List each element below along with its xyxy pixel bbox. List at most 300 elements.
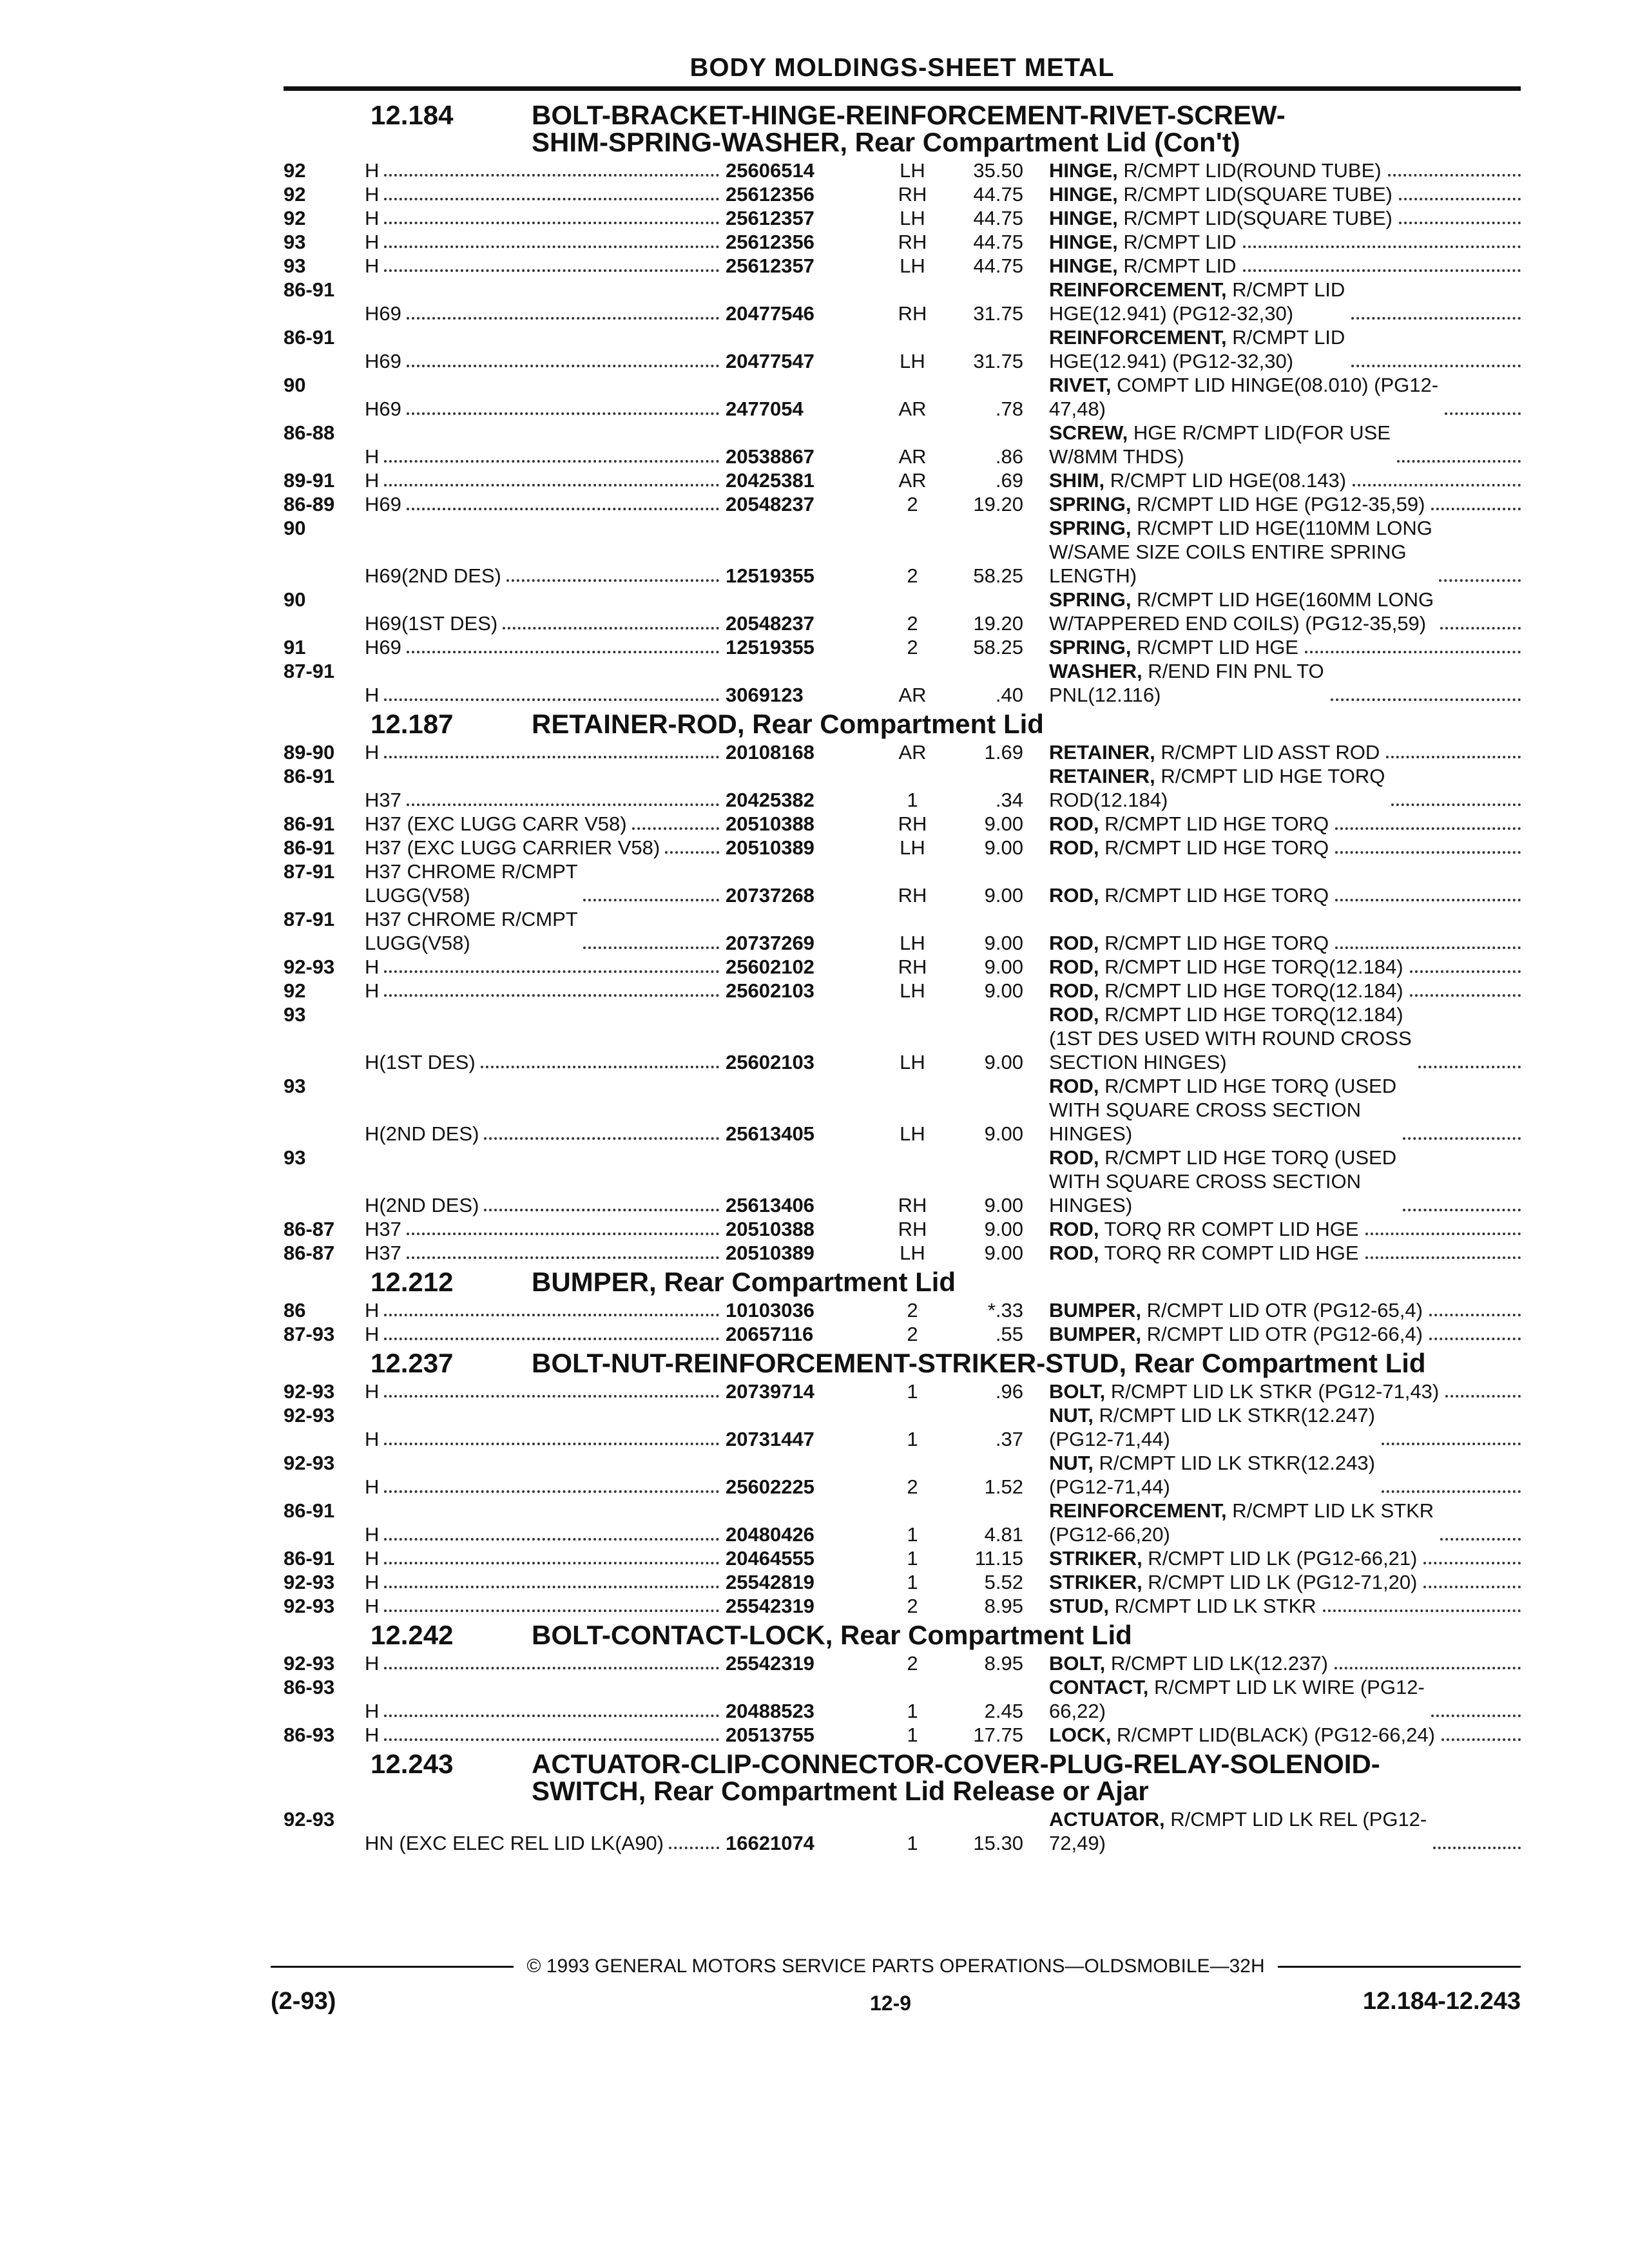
- model-years: 87-91: [284, 660, 335, 682]
- dot-leader: [407, 412, 719, 415]
- model-years: 92-93: [284, 1452, 335, 1474]
- dot-leader: [384, 269, 719, 272]
- quantity: LH: [900, 159, 925, 182]
- price: 9.00: [984, 932, 1023, 954]
- application: [365, 740, 726, 764]
- section-title: RETAINER-ROD, Rear Compartment Lid: [532, 709, 1044, 739]
- price: .55: [995, 1323, 1023, 1345]
- part-number: 25606514: [726, 159, 815, 182]
- model-years: 93: [284, 1146, 306, 1169]
- quantity: AR: [898, 445, 927, 468]
- quantity: LH: [900, 836, 925, 859]
- section-range: 12.184-12.243: [1362, 1988, 1521, 2015]
- price: 8.95: [984, 1652, 1023, 1675]
- dot-leader: [407, 1233, 719, 1235]
- part-name-key: BUMPER,: [1049, 1299, 1141, 1321]
- application-text: H: [365, 445, 380, 468]
- part-name-detail: R/CMPT LID HGE TORQ (USED WITH SQUARE CROSS SECTION HINGES): [1049, 1075, 1397, 1145]
- application: [365, 516, 726, 588]
- application: [365, 1146, 726, 1217]
- part-name-key: LOCK,: [1049, 1724, 1112, 1746]
- part-number: 25613406: [726, 1194, 815, 1216]
- model-years: 86-93: [284, 1676, 335, 1698]
- part-name-key: ROD,: [1049, 1003, 1099, 1026]
- part-row: [284, 1003, 1521, 1074]
- part-name-detail: R/CMPT LID OTR (PG12-65,4): [1141, 1299, 1423, 1321]
- dot-leader: [407, 651, 719, 653]
- quantity: 2: [907, 493, 918, 515]
- part-number: 20548237: [726, 612, 815, 635]
- section-heading: [284, 102, 1521, 156]
- part-number: 25602103: [726, 979, 815, 1002]
- part-name-key: SCREW,: [1049, 421, 1128, 444]
- part-name: [1049, 1807, 1521, 1855]
- application-text: H: [365, 741, 380, 764]
- part-name-detail: R/CMPT LID LK STKR: [1109, 1595, 1316, 1617]
- dot-leader: [1431, 1715, 1521, 1717]
- model-years: 92-93: [284, 1595, 335, 1617]
- quantity: RH: [898, 302, 927, 325]
- application-text: H69(2ND DES): [365, 564, 501, 587]
- part-name: [1049, 1403, 1521, 1451]
- part-name-key: BOLT,: [1049, 1652, 1106, 1675]
- part-name-key: STRIKER,: [1049, 1571, 1142, 1593]
- price: 9.00: [984, 1218, 1023, 1240]
- part-row: [284, 1570, 1521, 1594]
- part-name-detail: R/CMPT LID HGE TORQ (USED WITH SQUARE CROSS SECTION HINGES): [1049, 1146, 1397, 1216]
- part-number: 20548237: [726, 493, 815, 515]
- quantity: LH: [900, 979, 925, 1002]
- quantity: 2: [907, 636, 918, 658]
- application-text: H37: [365, 789, 401, 811]
- dot-leader: [1305, 651, 1521, 653]
- dot-leader: [384, 174, 719, 177]
- application: [365, 812, 726, 836]
- part-name-detail: HGE R/CMPT LID(FOR USE W/8MM THDS): [1049, 421, 1391, 468]
- section: [284, 711, 1521, 1265]
- dot-leader: [384, 1738, 719, 1741]
- application: [365, 1570, 726, 1594]
- part-name-detail: R/CMPT LID: [1117, 231, 1237, 253]
- model-years: 89-90: [284, 741, 335, 764]
- part-name-key: ROD,: [1049, 1146, 1099, 1169]
- dot-leader: [503, 627, 719, 629]
- quantity: 1: [907, 1523, 918, 1546]
- dot-leader: [384, 1715, 719, 1717]
- price: 44.75: [973, 207, 1023, 229]
- application: [365, 492, 726, 516]
- price: 44.75: [973, 231, 1023, 253]
- part-row: [284, 230, 1521, 254]
- part-row: [284, 1217, 1521, 1241]
- application: [365, 635, 726, 659]
- section: [284, 102, 1521, 707]
- application-text: H(2ND DES): [365, 1122, 479, 1145]
- part-row: [284, 860, 1521, 907]
- part-name-key: BOLT,: [1049, 1380, 1106, 1403]
- quantity: AR: [898, 398, 927, 420]
- dot-leader: [1429, 1314, 1521, 1316]
- copyright-text: © 1993 GENERAL MOTORS SERVICE PARTS OPERATIONS—OLDSMOBILE—32H: [526, 1956, 1265, 1977]
- application-text: H(2ND DES): [365, 1194, 479, 1216]
- price: 9.00: [984, 979, 1023, 1002]
- dot-leader: [1440, 1538, 1521, 1541]
- dot-leader: [1431, 508, 1521, 510]
- part-number: 10103036: [726, 1299, 815, 1321]
- application: [365, 1807, 726, 1855]
- section-heading: [284, 1269, 1521, 1296]
- dot-leader: [1429, 1338, 1521, 1340]
- price: 9.00: [984, 884, 1023, 907]
- part-name-key: HINGE,: [1049, 255, 1118, 277]
- application-text: H: [365, 183, 380, 206]
- dot-leader: [384, 1667, 719, 1669]
- section: [284, 1269, 1521, 1346]
- part-number: 20657116: [726, 1323, 814, 1345]
- part-name-detail: R/CMPT LID HGE TORQ(12.184): [1099, 979, 1403, 1002]
- price: 44.75: [973, 183, 1023, 206]
- part-name: [1049, 1675, 1521, 1723]
- part-name-detail: R/CMPT LID LK WIRE (PG12- 66,22): [1049, 1676, 1425, 1722]
- dot-leader: [1335, 899, 1521, 901]
- part-name-key: ROD,: [1049, 1242, 1099, 1264]
- application-text: H37 CHROME R/CMPT LUGG(V58): [365, 860, 578, 907]
- part-row: [284, 812, 1521, 836]
- quantity: RH: [898, 1194, 927, 1216]
- dot-leader: [1353, 484, 1521, 486]
- part-number: 25542319: [726, 1595, 815, 1617]
- dot-leader: [1243, 245, 1521, 248]
- part-number: 25542819: [726, 1571, 815, 1593]
- section-title: BOLT-NUT-REINFORCEMENT-STRIKER-STUD, Rear Compartment Lid: [532, 1348, 1426, 1378]
- quantity: 1: [907, 1380, 918, 1403]
- part-row: [284, 588, 1521, 635]
- part-name-key: RIVET,: [1049, 374, 1112, 396]
- dot-leader: [665, 851, 719, 854]
- part-name-key: REINFORCEMENT,: [1049, 326, 1227, 349]
- part-row: [284, 421, 1521, 468]
- part-name-detail: TORQ RR COMPT LID HGE: [1099, 1242, 1359, 1264]
- page-title: BODY MOLDINGS-SHEET METAL: [689, 53, 1115, 82]
- dot-leader: [1391, 803, 1521, 806]
- application-text: H: [365, 1652, 380, 1675]
- model-years: 86: [284, 1299, 306, 1321]
- part-name: [1049, 278, 1521, 325]
- price: 4.81: [984, 1523, 1023, 1546]
- model-years: 86-91: [284, 812, 335, 835]
- application: [365, 907, 726, 955]
- price: .40: [995, 684, 1023, 706]
- dot-leader: [481, 1066, 719, 1068]
- dot-leader: [384, 245, 719, 248]
- section-number: 12.212: [371, 1267, 454, 1297]
- part-name-detail: R/CMPT LID HGE(160MM LONG W/TAPPERED END COILS) (PG12-35,59): [1049, 588, 1434, 635]
- quantity: LH: [900, 255, 925, 277]
- model-years: 92-93: [284, 1652, 335, 1675]
- part-number: 20510388: [726, 1218, 815, 1240]
- dot-leader: [1365, 1233, 1521, 1235]
- application: [365, 206, 726, 230]
- price: 17.75: [973, 1724, 1023, 1746]
- model-years: 86-91: [284, 1499, 335, 1522]
- dot-leader: [583, 947, 719, 949]
- quantity: RH: [898, 183, 927, 206]
- part-name: [1049, 812, 1521, 836]
- part-number: 20488523: [726, 1700, 815, 1722]
- application-text: H: [365, 1299, 380, 1321]
- model-years: 87-93: [284, 1323, 335, 1345]
- price: .37: [995, 1428, 1023, 1450]
- dot-leader: [1335, 947, 1521, 949]
- price: 1.52: [984, 1475, 1023, 1498]
- dot-leader: [1423, 1562, 1521, 1564]
- part-number: 20425381: [726, 469, 815, 492]
- part-name-detail: R/CMPT LID HGE TORQ: [1099, 884, 1329, 907]
- dot-leader: [384, 970, 719, 973]
- dot-leader: [506, 579, 719, 582]
- model-years: 93: [284, 255, 306, 277]
- dot-leader: [384, 1443, 719, 1445]
- part-name-key: HINGE,: [1049, 207, 1118, 229]
- dot-leader: [632, 827, 719, 830]
- part-name-key: SPRING,: [1049, 636, 1132, 658]
- part-name-detail: R/CMPT LID LK(12.237): [1105, 1652, 1328, 1675]
- part-name-key: ACTUATOR,: [1049, 1808, 1165, 1831]
- parts-list: [284, 98, 1521, 1855]
- part-number: 20737269: [726, 932, 815, 954]
- application-text: H69: [365, 398, 401, 420]
- model-years: 89-91: [284, 469, 335, 492]
- section-heading: [284, 711, 1521, 738]
- quantity: 2: [907, 1652, 918, 1675]
- footer: [271, 1988, 1521, 2020]
- price: 5.52: [984, 1571, 1023, 1593]
- part-name: [1049, 1322, 1521, 1346]
- part-row: [284, 1451, 1521, 1499]
- part-row: [284, 516, 1521, 588]
- price: 9.00: [984, 1194, 1023, 1216]
- part-row: [284, 1241, 1521, 1265]
- page-number: 12-9: [870, 1992, 912, 2015]
- quantity: 1: [907, 1571, 918, 1593]
- part-name-detail: R/CMPT LID LK STKR(12.243) (PG12-71,44): [1049, 1452, 1375, 1498]
- dot-leader: [384, 698, 719, 701]
- part-number: 12519355: [726, 636, 815, 658]
- application: [365, 1003, 726, 1074]
- part-name-detail: R/CMPT LID LK STKR (PG12-71,43): [1105, 1380, 1440, 1403]
- part-row: [284, 1403, 1521, 1451]
- dot-leader: [484, 1209, 719, 1211]
- part-name-key: REINFORCEMENT,: [1049, 278, 1227, 301]
- part-name: [1049, 516, 1521, 588]
- part-name-key: SPRING,: [1049, 517, 1132, 539]
- application: [365, 979, 726, 1003]
- part-row: [284, 836, 1521, 860]
- part-name-detail: R/CMPT LID HGE(110MM LONG W/SAME SIZE COILS ENTIRE SPRING LENGTH): [1049, 517, 1432, 587]
- section-number: 12.243: [371, 1749, 454, 1779]
- model-years: 86-88: [284, 421, 335, 444]
- part-name-detail: COMPT LID HINGE(08.010) (PG12- 47,48): [1049, 374, 1439, 420]
- quantity: LH: [900, 932, 925, 954]
- application-text: H: [365, 1323, 380, 1345]
- section-number: 12.184: [371, 100, 454, 130]
- part-number: 25612357: [726, 255, 815, 277]
- dot-leader: [1410, 970, 1521, 973]
- model-years: 86-93: [284, 1724, 335, 1746]
- application-text: H: [365, 1700, 380, 1722]
- application: [365, 955, 726, 979]
- section-heading: [284, 1751, 1521, 1805]
- section-heading: [284, 1622, 1521, 1649]
- dot-leader: [384, 1490, 719, 1493]
- quantity: LH: [900, 1122, 925, 1145]
- part-name: [1049, 468, 1521, 492]
- quantity: 1: [907, 1724, 918, 1746]
- quantity: 1: [907, 1832, 918, 1854]
- model-years: 90: [284, 517, 306, 539]
- price: 9.00: [984, 836, 1023, 859]
- application-text: H: [365, 684, 380, 706]
- application-text: H69: [365, 302, 401, 325]
- application: [365, 860, 726, 907]
- price: .78: [995, 398, 1023, 420]
- application-text: H: [365, 1547, 380, 1570]
- part-name-key: ROD,: [1049, 956, 1099, 978]
- part-name-detail: R/CMPT LID HGE: [1131, 636, 1298, 658]
- dot-leader: [1335, 1667, 1521, 1669]
- application: [365, 1379, 726, 1403]
- part-row: [284, 254, 1521, 278]
- application-text: H69: [365, 493, 401, 515]
- application-text: H: [365, 255, 380, 277]
- part-name: [1049, 159, 1521, 182]
- part-name-key: BUMPER,: [1049, 1323, 1141, 1345]
- part-number: 25602225: [726, 1475, 815, 1498]
- section-title: BOLT-BRACKET-HINGE-REINFORCEMENT-RIVET-SCREW- SHIM-SPRING-WASHER, Rear Compartment Lid (Con't): [532, 100, 1286, 157]
- model-years: 93: [284, 1075, 306, 1097]
- application-text: H: [365, 469, 380, 492]
- part-name: [1049, 907, 1521, 955]
- application-text: H: [365, 956, 380, 978]
- part-name: [1049, 955, 1521, 979]
- part-number: 16621074: [726, 1832, 815, 1854]
- price: 31.75: [973, 302, 1023, 325]
- application: [365, 254, 726, 278]
- dot-leader: [1403, 1209, 1521, 1211]
- part-name: [1049, 230, 1521, 254]
- part-row: [284, 979, 1521, 1003]
- quantity: 1: [907, 789, 918, 811]
- part-number: 20464555: [726, 1547, 815, 1570]
- quantity: RH: [898, 231, 927, 253]
- part-name-detail: R/CMPT LID(SQUARE TUBE): [1117, 207, 1393, 229]
- dot-leader: [1335, 827, 1521, 830]
- price: 19.20: [973, 493, 1023, 515]
- application: [365, 836, 726, 860]
- application: [365, 1675, 726, 1723]
- part-name-detail: TORQ RR COMPT LID HGE: [1099, 1218, 1359, 1240]
- application-text: H69(1ST DES): [365, 612, 498, 635]
- price: 11.15: [974, 1547, 1023, 1570]
- model-years: 92: [284, 207, 306, 229]
- part-name-key: ROD,: [1049, 1075, 1099, 1097]
- part-name: [1049, 740, 1521, 764]
- part-name-key: REINFORCEMENT,: [1049, 1499, 1227, 1522]
- part-number: 12519355: [726, 564, 815, 587]
- part-row: [284, 278, 1521, 325]
- dot-leader: [1445, 1395, 1521, 1398]
- price: 9.00: [984, 1122, 1023, 1145]
- model-years: 92: [284, 159, 306, 182]
- part-name-detail: R/CMPT LID(ROUND TUBE): [1117, 159, 1382, 182]
- part-name: [1049, 206, 1521, 230]
- dot-leader: [407, 1256, 719, 1259]
- part-number: 20510389: [726, 1242, 815, 1264]
- dot-leader: [384, 1586, 719, 1588]
- part-name-key: ROD,: [1049, 812, 1099, 835]
- part-name: [1049, 1074, 1521, 1146]
- part-name-detail: R/CMPT LID HGE TORQ: [1099, 812, 1329, 835]
- dot-leader: [484, 1137, 719, 1140]
- dot-leader: [384, 994, 719, 997]
- quantity: AR: [898, 469, 927, 492]
- quantity: AR: [898, 741, 927, 764]
- part-number: 20425382: [726, 789, 815, 811]
- part-number: 25542319: [726, 1652, 815, 1675]
- model-years: 93: [284, 231, 306, 253]
- application-text: H37 (EXC LUGG CARRIER V58): [365, 836, 660, 859]
- part-name: [1049, 373, 1521, 421]
- part-row: [284, 1807, 1521, 1855]
- model-years: 90: [284, 588, 306, 611]
- part-name: [1049, 659, 1521, 707]
- application-text: H37: [365, 1242, 401, 1264]
- model-years: 90: [284, 374, 306, 396]
- part-name-detail: R/CMPT LID HGE(12.941) (PG12-32,30): [1049, 326, 1345, 372]
- section-heading: [284, 1350, 1521, 1377]
- application-text: H: [365, 1523, 380, 1546]
- section-number: 12.242: [371, 1620, 454, 1650]
- application: [365, 373, 726, 421]
- price: 2.45: [984, 1700, 1023, 1722]
- application: [365, 1322, 726, 1346]
- part-name-key: HINGE,: [1049, 159, 1118, 182]
- part-name-detail: R/CMPT LID LK REL (PG12- 72,49): [1049, 1808, 1427, 1854]
- part-name: [1049, 254, 1521, 278]
- part-name-key: RETAINER,: [1049, 765, 1155, 787]
- price: 9.00: [984, 1242, 1023, 1264]
- model-years: 86-87: [284, 1242, 335, 1264]
- application: [365, 588, 726, 635]
- model-years: 86-91: [284, 765, 335, 787]
- model-years: 87-91: [284, 908, 335, 930]
- dot-leader: [384, 1538, 719, 1541]
- part-number: 20538867: [726, 445, 815, 468]
- model-years: 92-93: [284, 1808, 335, 1831]
- dot-leader: [407, 803, 719, 806]
- part-name: [1049, 1651, 1521, 1675]
- dot-leader: [384, 1610, 719, 1612]
- price: 19.20: [973, 612, 1023, 635]
- dot-leader: [1351, 317, 1521, 320]
- part-name-detail: R/CMPT LID ASST ROD: [1155, 741, 1380, 764]
- application: [365, 159, 726, 182]
- application: [365, 1651, 726, 1675]
- model-years: 92: [284, 979, 306, 1002]
- dot-leader: [1335, 851, 1521, 854]
- quantity: LH: [900, 350, 925, 372]
- part-name-key: SHIM,: [1049, 469, 1105, 492]
